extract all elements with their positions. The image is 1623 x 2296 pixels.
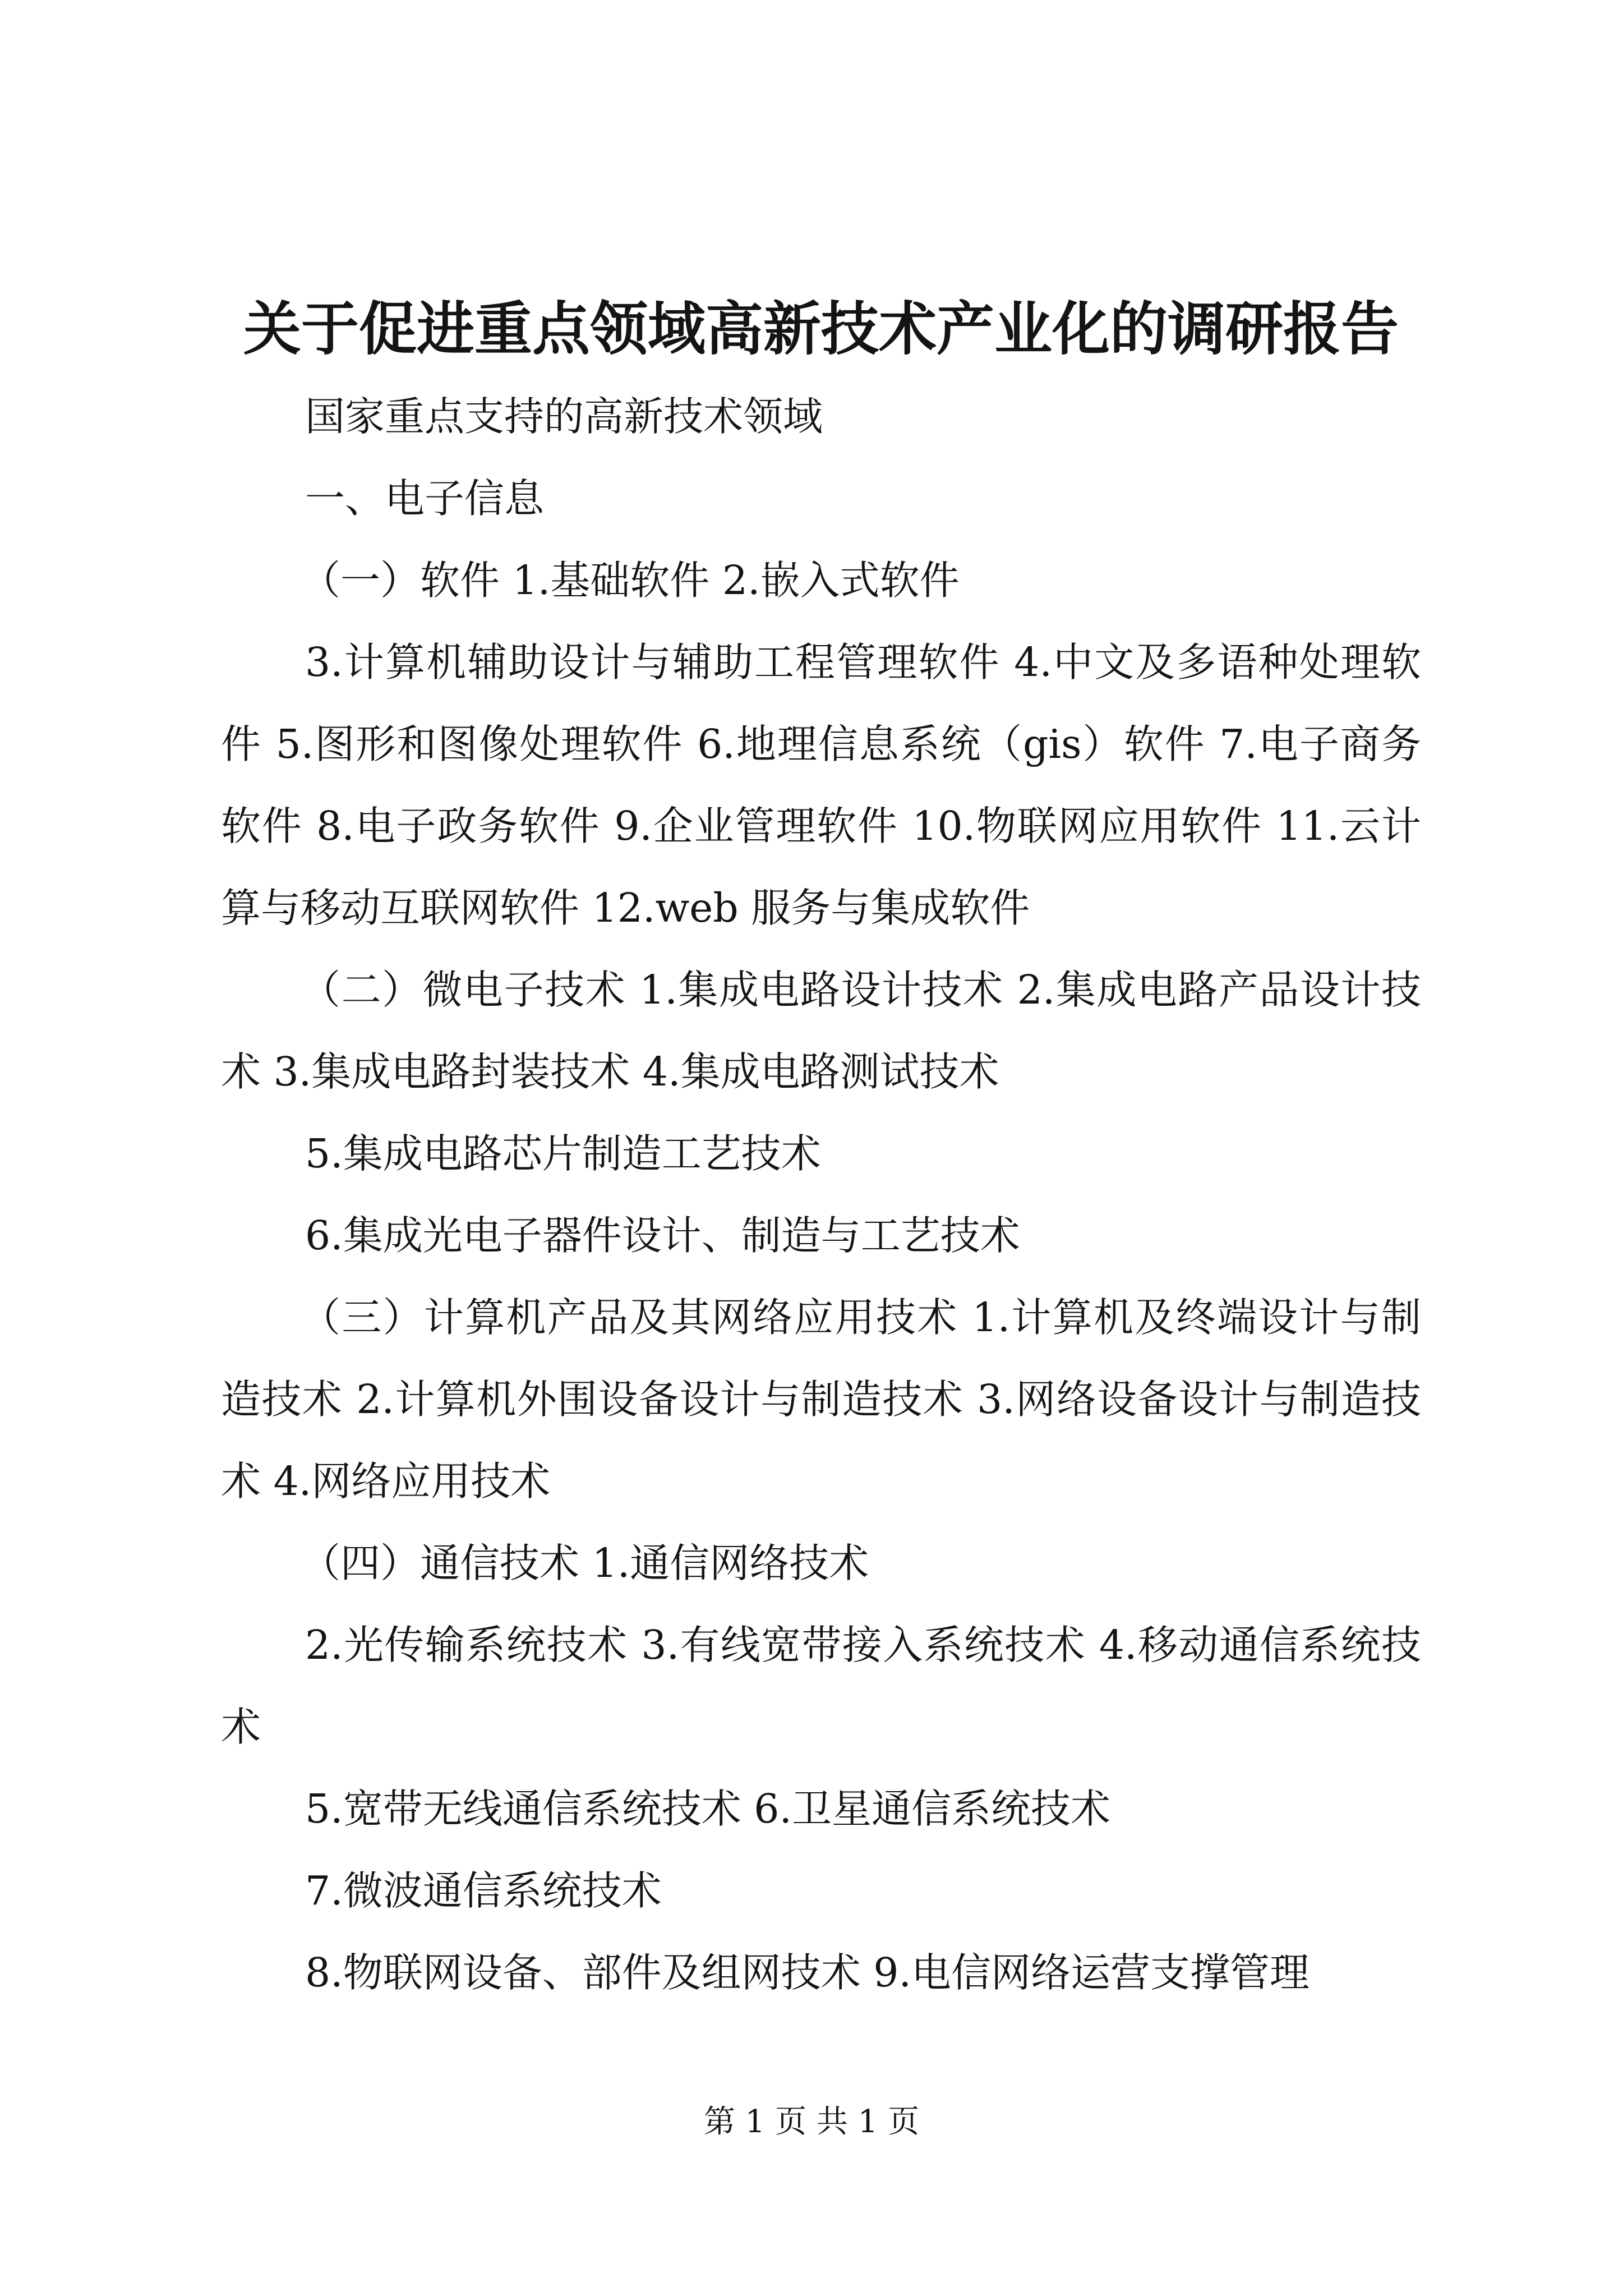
paragraph: 国家重点支持的高新技术领域 [305, 393, 823, 440]
paragraph: 5.集成电路芯片制造工艺技术 [305, 1130, 821, 1177]
paragraph: 5.宽带无线通信系统技术 6.卫星通信系统技术 [305, 1786, 1111, 1832]
paragraph: （一）软件 1.基础软件 2.嵌入式软件 [301, 557, 960, 604]
paragraph: 2.光传输系统技术 3.有线宽带接入系统技术 4.移动通信系统技术 [221, 1622, 1421, 1750]
paragraph: 7.微波通信系统技术 [305, 1867, 662, 1914]
document-body [221, 376, 1421, 2014]
paragraph: 8.物联网设备、部件及组网技术 9.电信网络运营支撑管理 [305, 1949, 1310, 1996]
paragraph: 6.集成光电子器件设计、制造与工艺技术 [305, 1212, 1020, 1259]
paragraph: 3.计算机辅助设计与辅助工程管理软件 4.中文及多语种处理软件 5.图形和图像处理软件 6.地理信息系统（gis）软件 7.电子商务软件 8.电子政务软件 9.企业管理软件 10.物联网应用软件 11.云计算与移动互联网软件 12.web 服务与集成软件 [221, 639, 1421, 931]
paragraph: 一、电子信息 [305, 475, 545, 522]
paragraph: （四）通信技术 1.通信网络技术 [301, 1540, 869, 1586]
paragraph: （三）计算机产品及其网络应用技术 1.计算机及终端设计与制造技术 2.计算机外围设备设计与制造技术 3.网络设备设计与制造技术 4.网络应用技术 [221, 1294, 1421, 1504]
paragraph: （二）微电子技术 1.集成电路设计技术 2.集成电路产品设计技术 3.集成电路封装技术 4.集成电路测试技术 [221, 967, 1421, 1095]
document-title: 关于促进重点领域高新技术产业化的调研报告 [243, 295, 1399, 363]
page-footer: 第 1 页 共 1 页 [703, 2104, 920, 2140]
